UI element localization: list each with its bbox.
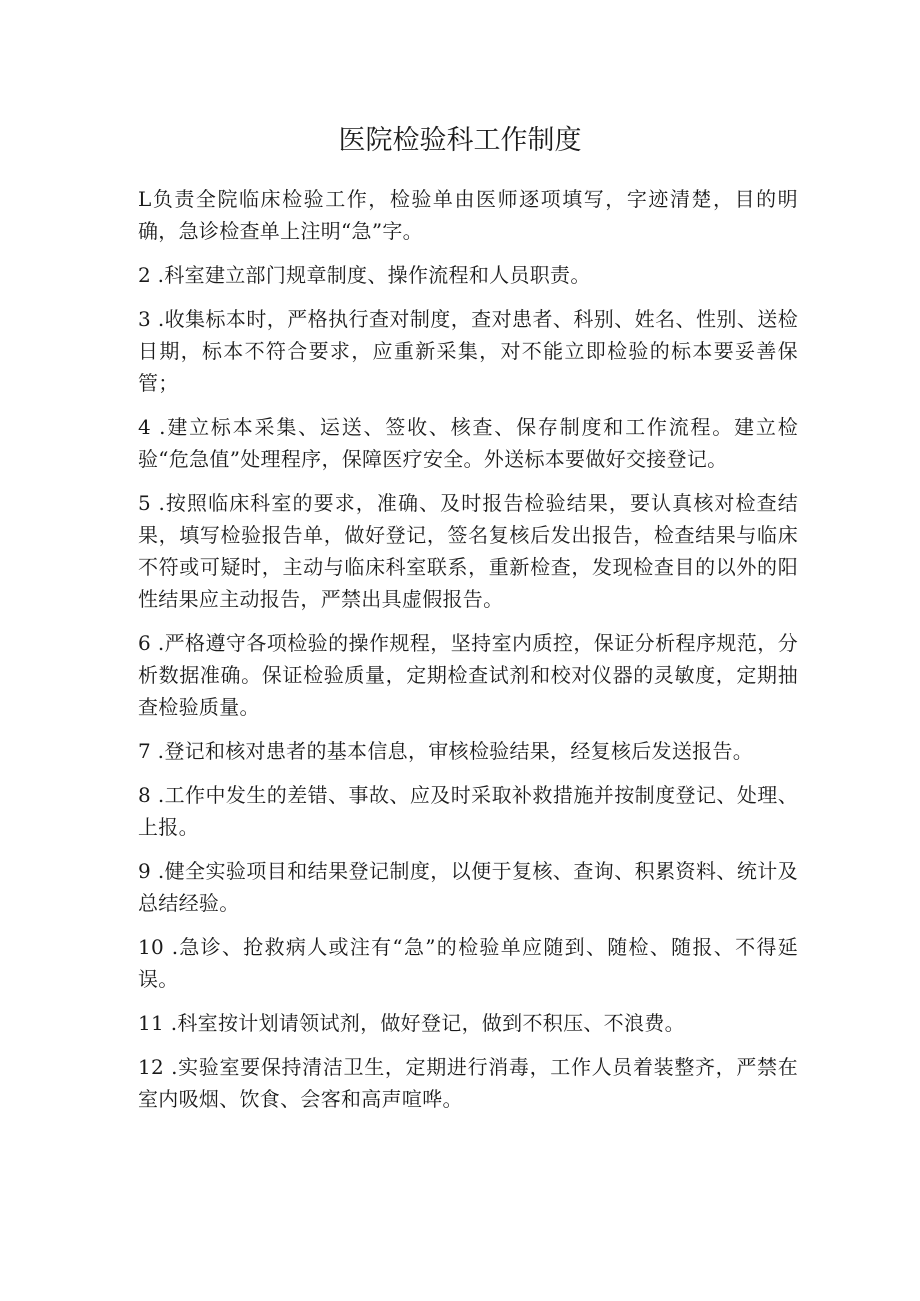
rule-item-7: 7 .登记和核对患者的基本信息，审核检验结果，经复核后发送报告。 <box>138 739 754 763</box>
rule-item-11: 11 .科室按计划请领试剂，做好登记，做到不积压、不浪费。 <box>138 1011 685 1035</box>
document-title: 医院检验科工作制度 <box>338 125 582 156</box>
rule-item-6: 6 .严格遵守各项检验的操作规程，坚持室内质控，保证分析程序规范，分析数据准确。保证检验质量，定期检查试剂和校对仪器的灵敏度，定期抽查检验质量。 <box>138 631 798 719</box>
rule-item-8: 8 .工作中发生的差错、事故、应及时采取补救措施并按制度登记、处理、上报。 <box>138 783 798 839</box>
rule-item-3: 3 .收集标本时，严格执行查对制度，查对患者、科别、姓名、性别、送检日期，标本不符合要求，应重新采集，对不能立即检验的标本要妥善保管； <box>138 307 798 395</box>
rule-item-1: L负责全院临床检验工作，检验单由医师逐项填写，字迹清楚，目的明确，急诊检查单上注明“急”字。 <box>138 187 798 243</box>
document-body <box>138 183 798 1127</box>
rule-item-10: 10 .急诊、抢救病人或注有“急”的检验单应随到、随检、随报、不得延误。 <box>138 935 798 991</box>
rule-item-12: 12 .实验室要保持清洁卫生，定期进行消毒，工作人员着装整齐，严禁在室内吸烟、饮食、会客和高声喧哗。 <box>138 1055 798 1111</box>
rule-item-2: 2 .科室建立部门规章制度、操作流程和人员职责。 <box>138 263 591 287</box>
rule-item-9: 9 .健全实验项目和结果登记制度，以便于复核、查询、积累资料、统计及总结经验。 <box>138 859 798 915</box>
rule-item-5: 5 .按照临床科室的要求，准确、及时报告检验结果，要认真核对检查结果，填写检验报告单，做好登记，签名复核后发出报告，检查结果与临床不符或可疑时，主动与临床科室联系，重新检查，发现检查目的以外的阳性结果应主动报告，严禁出具虚假报告。 <box>138 491 798 611</box>
rule-item-4: 4 .建立标本采集、运送、签收、核查、保存制度和工作流程。建立检验“危急值”处理程序，保障医疗安全。外送标本要做好交接登记。 <box>138 415 798 471</box>
